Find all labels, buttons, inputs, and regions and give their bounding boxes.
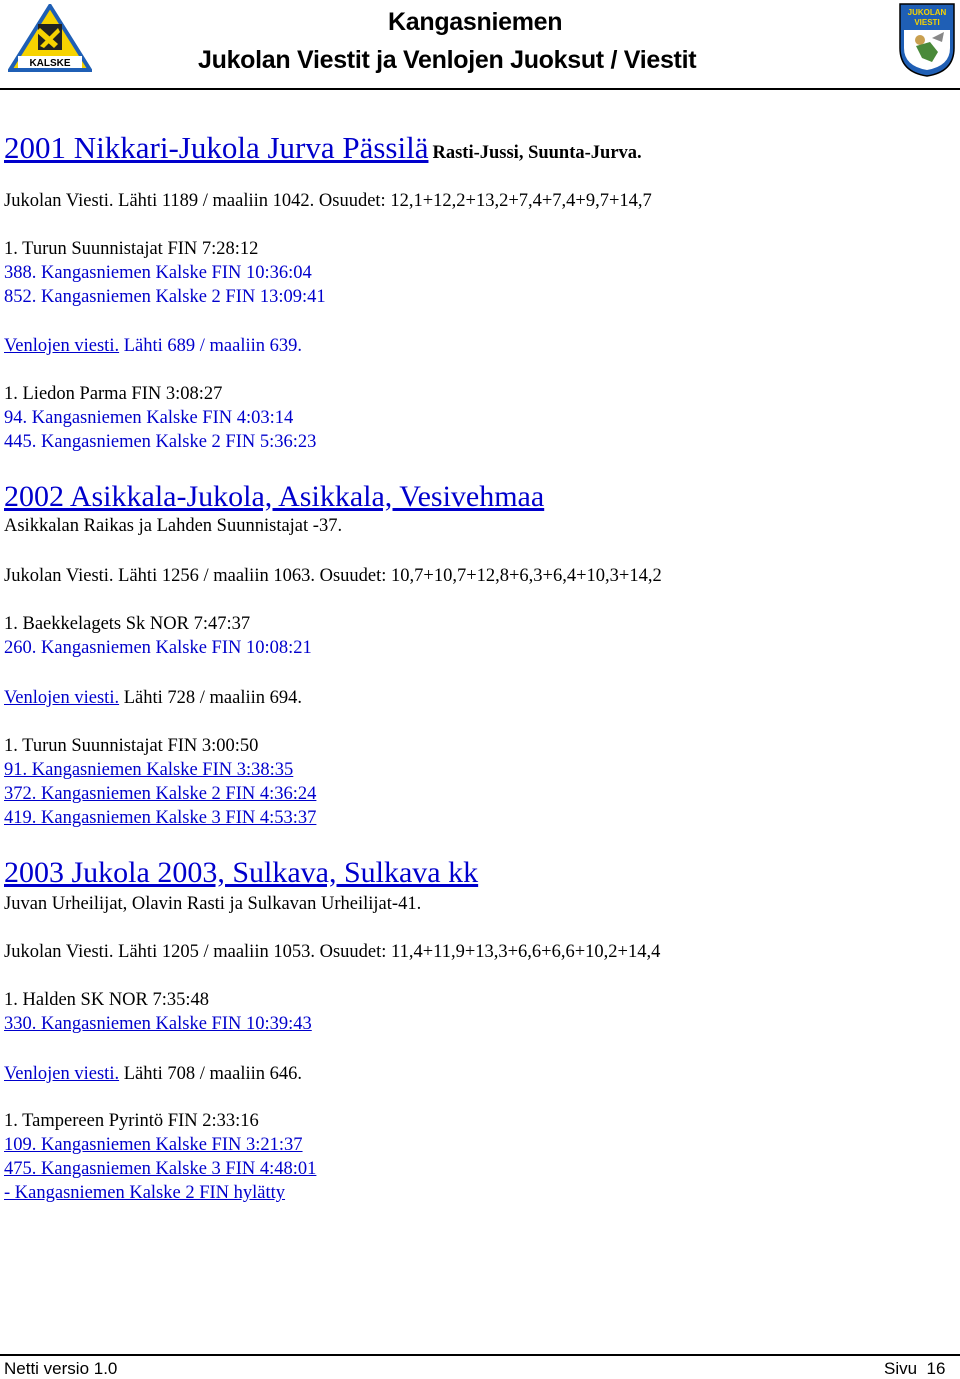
section-2003-title-link[interactable]: 2003 Jukola 2003, Sulkava, Sulkava kk: [4, 856, 479, 889]
header-title-line1: Kangasniemen: [388, 8, 563, 36]
jukola-viesti-logo: [896, 2, 958, 78]
result-row: 91. Kangasniemen Kalske FIN 3:38:35: [4, 760, 294, 780]
venla-link[interactable]: Venlojen viesti.: [4, 688, 120, 708]
venla-link[interactable]: Venlojen viesti.: [4, 1064, 120, 1084]
footer-page-number: Sivu 16: [884, 1359, 946, 1378]
result-row: 852. Kangasniemen Kalske 2 FIN 13:09:41: [4, 287, 326, 307]
result-row: 475. Kangasniemen Kalske 3 FIN 4:48:01: [4, 1159, 317, 1179]
svg-text:VIESTI: VIESTI: [914, 18, 940, 27]
section-2003-organizer: Juvan Urheilijat, Olavin Rasti ja Sulkavan Urheilijat-41.: [4, 894, 422, 914]
venla-link[interactable]: Venlojen viesti.: [4, 336, 120, 356]
section-2001-title-link[interactable]: 2001 Nikkari-Jukola Jurva Pässilä: [4, 130, 429, 165]
section-2001-jukola-line: Jukolan Viesti. Lähti 1189 / maaliin 1042. Osuudet: 12,1+12,2+13,2+7,4+7,4+9,7+14,7: [4, 191, 652, 211]
result-row: 260. Kangasniemen Kalske FIN 10:08:21: [4, 638, 312, 658]
section-2002-title-link[interactable]: 2002 Asikkala-Jukola, Asikkala, Vesivehmaa: [4, 480, 545, 513]
section-2003-jukola-line: Jukolan Viesti. Lähti 1205 / maaliin 1053. Osuudet: 11,4+11,9+13,3+6,6+6,6+10,2+14,4: [4, 942, 661, 962]
result-row: 330. Kangasniemen Kalske FIN 10:39:43: [4, 1014, 312, 1034]
result-row: 109. Kangasniemen Kalske FIN 3:21:37: [4, 1135, 303, 1155]
result-row: 1. Turun Suunnistajat FIN 3:00:50: [4, 736, 259, 756]
result-row: 388. Kangasniemen Kalske FIN 10:36:04: [4, 263, 312, 283]
header-title-line2: Jukolan Viestit ja Venlojen Juoksut / Viestit: [198, 46, 697, 74]
result-row: 372. Kangasniemen Kalske 2 FIN 4:36:24: [4, 784, 317, 804]
kalske-logo: [8, 4, 92, 74]
section-2003-venla-line: Venlojen viesti. Lähti 708 / maaliin 646.: [4, 1064, 303, 1084]
result-row: - Kangasniemen Kalske 2 FIN hylätty: [4, 1183, 286, 1203]
svg-text:JUKOLAN: JUKOLAN: [907, 8, 947, 17]
section-2001-heading: [4, 130, 642, 166]
section-2001-organizer: Rasti-Jussi, Suunta-Jurva.: [432, 143, 642, 163]
section-2002-organizer: Asikkalan Raikas ja Lahden Suunnistajat -37.: [4, 516, 343, 536]
result-row: 1. Halden SK NOR 7:35:48: [4, 990, 210, 1010]
result-row: 94. Kangasniemen Kalske FIN 4:03:14: [4, 408, 294, 428]
result-row: 1. Tampereen Pyrintö FIN 2:33:16: [4, 1111, 259, 1131]
footer-rule: [0, 1354, 960, 1356]
section-2001-venla-line: Venlojen viesti. Lähti 689 / maaliin 639.: [4, 336, 303, 356]
result-row: 1. Baekkelagets Sk NOR 7:47:37: [4, 614, 251, 634]
svg-text:KALSKE: KALSKE: [29, 58, 71, 69]
section-2002-venla-line: Venlojen viesti. Lähti 728 / maaliin 694.: [4, 688, 303, 708]
result-row: 445. Kangasniemen Kalske 2 FIN 5:36:23: [4, 432, 317, 452]
section-2002-jukola-line: Jukolan Viesti. Lähti 1256 / maaliin 1063. Osuudet: 10,7+10,7+12,8+6,3+6,4+10,3+14,2: [4, 566, 662, 586]
header-rule: [0, 88, 960, 90]
result-row: 1. Turun Suunnistajat FIN 7:28:12: [4, 239, 259, 259]
footer-version: Netti versio 1.0: [4, 1359, 118, 1378]
result-row: 1. Liedon Parma FIN 3:08:27: [4, 384, 223, 404]
result-row: 419. Kangasniemen Kalske 3 FIN 4:53:37: [4, 808, 317, 828]
